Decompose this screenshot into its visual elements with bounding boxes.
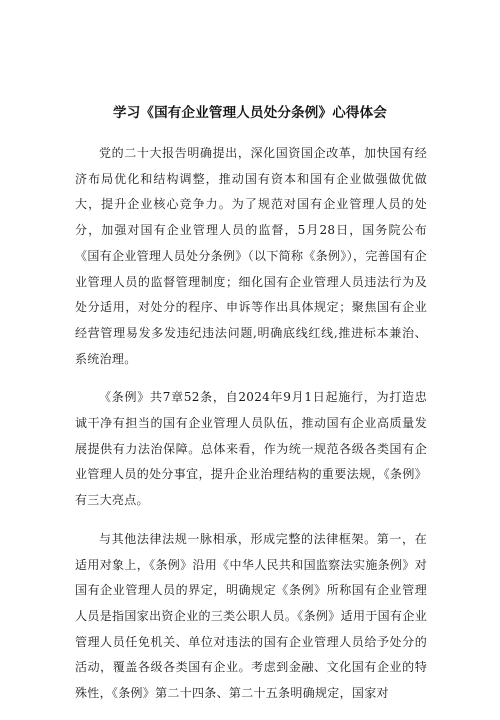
- document-title: 学习《国有企业管理人员处分条例》心得体会: [113, 105, 387, 121]
- document-body: [75, 141, 427, 720]
- paragraph-2: 《条例》共7章52条，自2024年9月1日起施行，为打造忠诚干净有担当的国有企业管理人员队伍，推动国有企业高质量发展提供有力法治保障。总体来看，作为统一规范各级各类国有企业管理人员的处分事宜，提升企业治理结构的重要法规，《条例》有三大亮点。: [75, 390, 427, 508]
- paragraph-3: 与其他法律法规一脉相承，形成完整的法律框架。第一，在适用对象上，《条例》沿用《中华人民共和国监察法实施条例》对国有企业管理人员的界定，明确规定《条例》所称国有企业管理人员是指国家出资企业的三类公职人员。《条例》适用于国有企业管理人员任免机关、单位对违法的国有企业管理人员给予处分的活动，覆盖各级各类国有企业。考虑到金融、文化国有企业的特殊性，《条例》第二十四条、第二十五条明确规定，国家对: [75, 531, 427, 701]
- paragraph-1: 党的二十大报告明确提出，深化国资国企改革，加快国有经济布局优化和结构调整，推动国有资本和国有企业做强做优做大，提升企业核心竞争力。为了规范对国有企业管理人员的处分，加强对国有企业管理人员的监督，5月28日，国务院公布《国有企业管理人员处分条例》（以下简称《条例》），完善国有企业管理人员的监督管理制度；细化国有企业管理人员违法行为及处分适用，对处分的程序、申诉等作出具体规定；聚焦国有企业经营管理易发多发违纪违法问题,明确底线红线,推进标本兼治、系统治理。: [75, 146, 427, 366]
